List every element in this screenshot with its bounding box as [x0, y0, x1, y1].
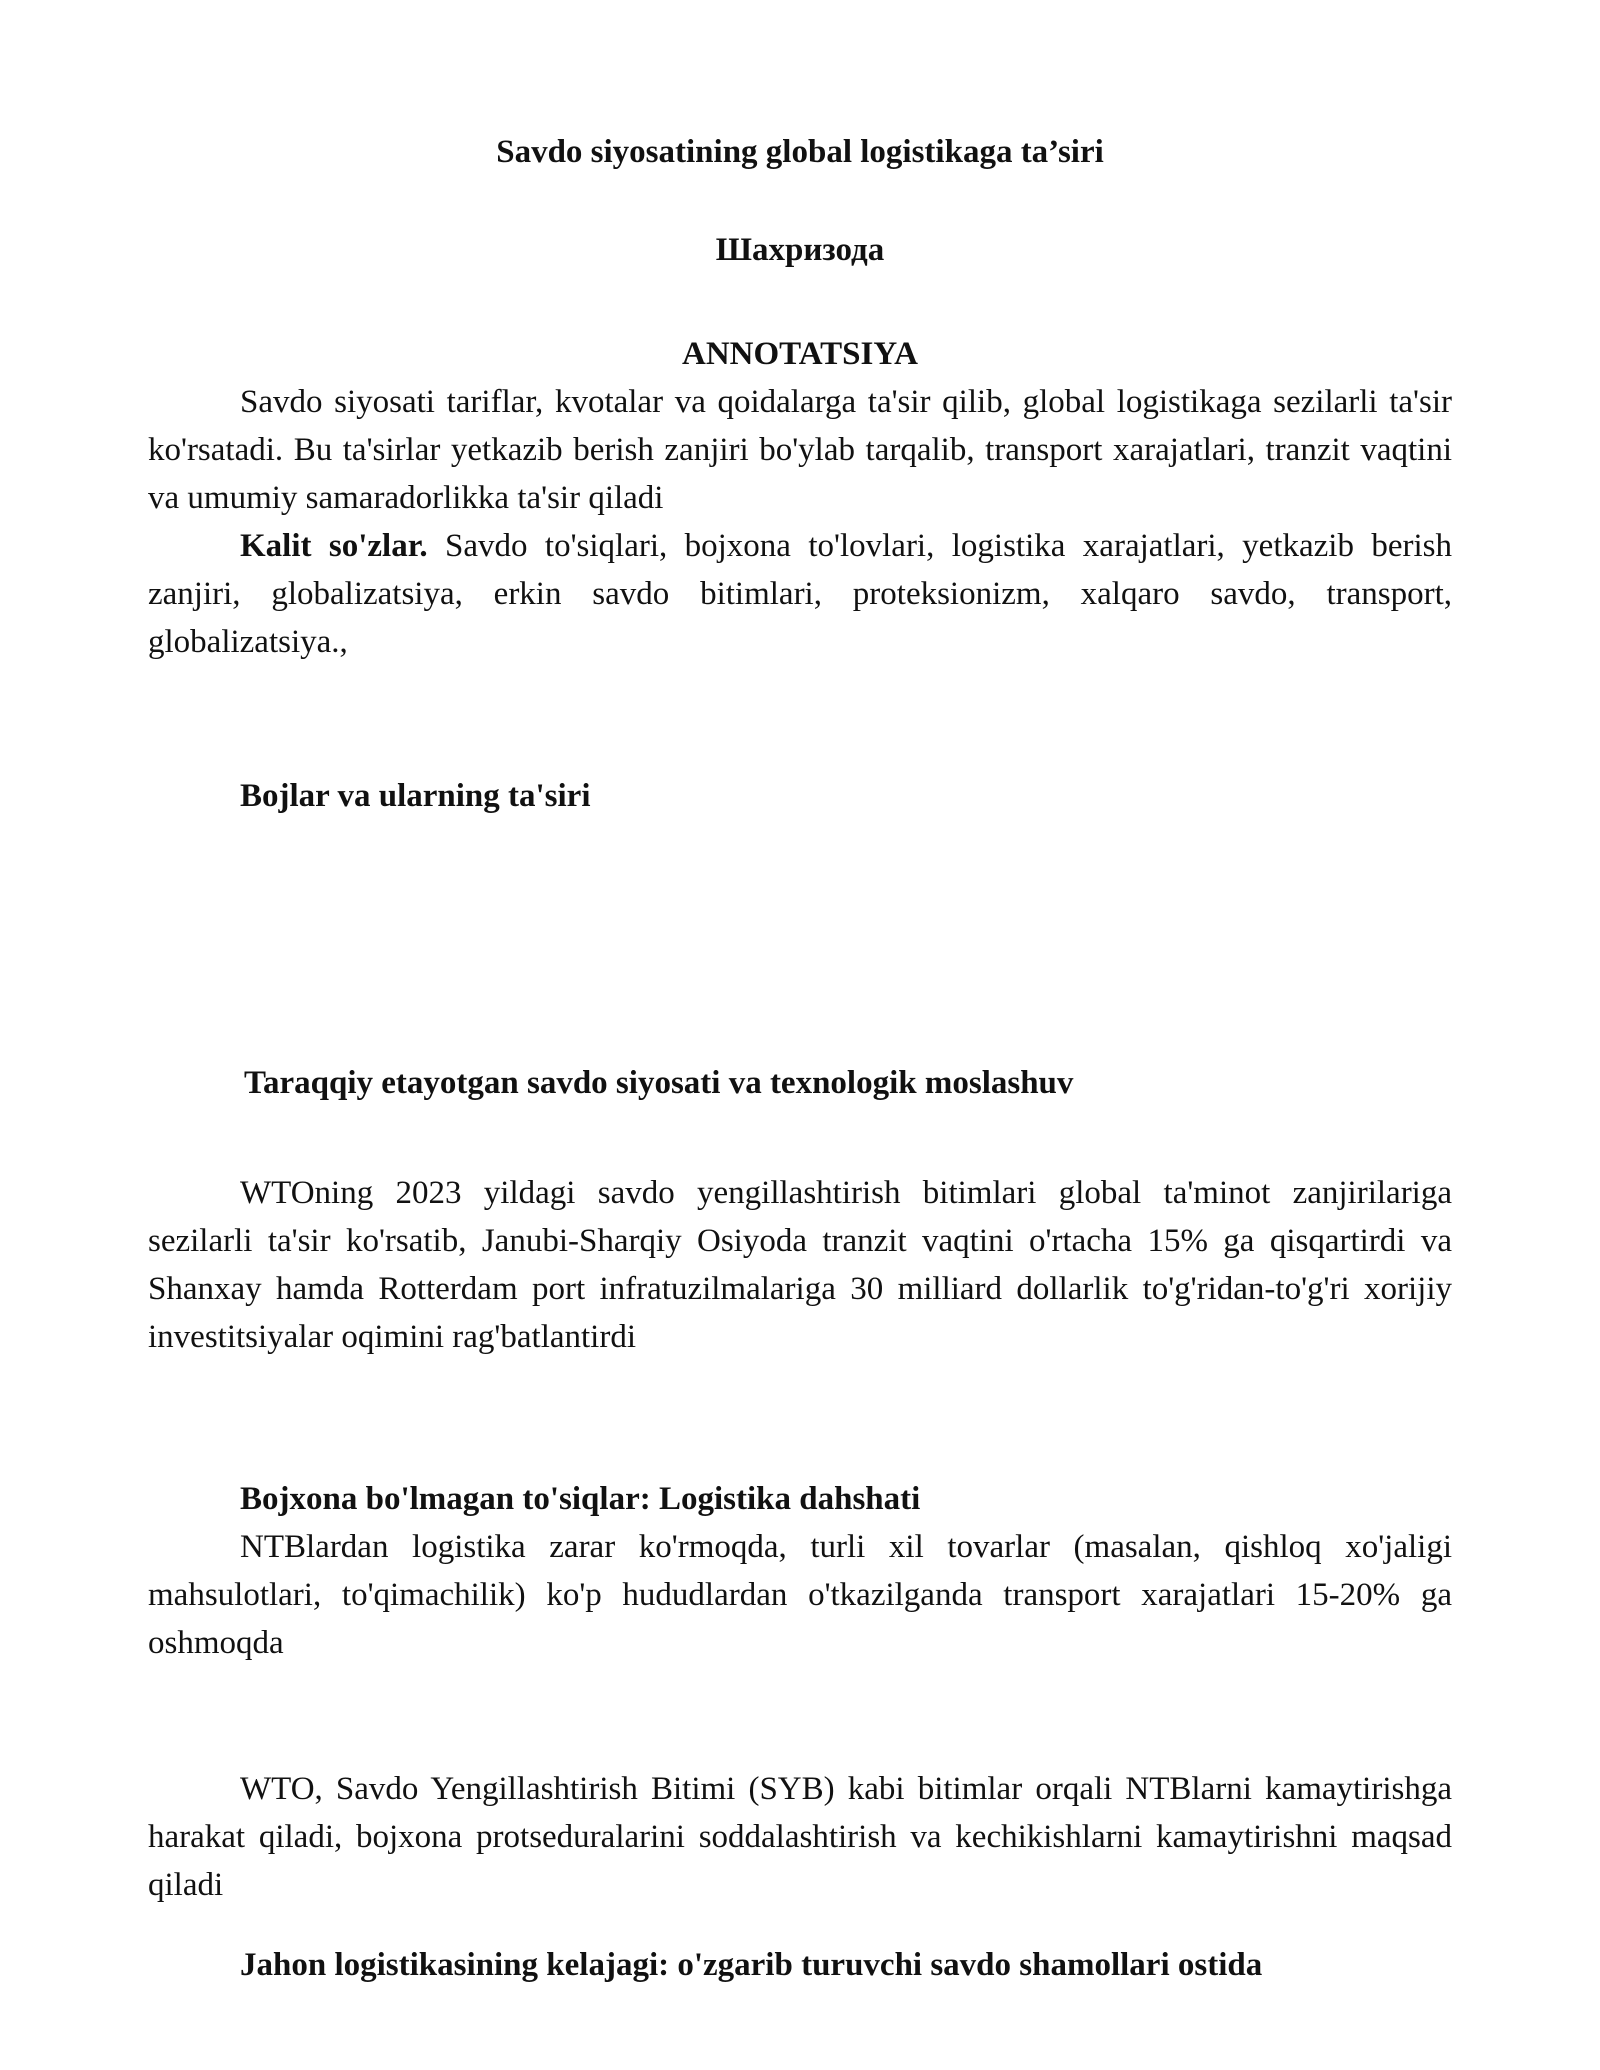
- document-title: Savdo siyosatining global logistikaga ta’siri: [496, 134, 1104, 170]
- keywords-label: Kalit so'zlar.: [240, 528, 428, 564]
- keywords-text: Savdo to'siqlari, bojxona to'lovlari, logistika xarajatlari, yetkazib berish zanjiri, globalizatsiya, erkin savdo bitimlari, proteksionizm, xalqaro savdo, transport, globalizatsiya.,: [148, 528, 1453, 660]
- keywords-paragraph: [148, 522, 1452, 666]
- abstract-paragraph: Savdo siyosati tariflar, kvotalar va qoidalarga ta'sir qilib, global logistikaga sezilarli ta'sir ko'rsatadi. Bu ta'sirlar yetkazib berish zanjiri bo'ylab tarqalib, transport xarajatlari, tranzit vaqtini va umumiy samaradorlikka ta'sir qiladi: [148, 384, 1452, 516]
- section-heading-evolving-policy: Taraqqiy etayotgan savdo siyosati va texnologik moslashuv: [244, 1065, 1074, 1101]
- section-heading-future-logistics: Jahon logistikasining kelajagi: o'zgarib turuvchi savdo shamollari ostida: [240, 1947, 1263, 1983]
- section-heading-tariffs: Bojlar va ularning ta'siri: [240, 778, 591, 814]
- section-paragraph-evolving-policy: WTOning 2023 yildagi savdo yengillashtirish bitimlari global ta'minot zanjirilariga sezilarli ta'sir ko'rsatib, Janubi-Sharqiy Osiyoda tranzit vaqtini o'rtacha 15% ga qisqartirdi va Shanxay hamda Rotterdam port infratuzilmalariga 30 milliard dollarlik to'g'ridan-to'g'ri xorijiy investitsiyalar oqimini rag'batlantirdi: [148, 1175, 1452, 1355]
- author-name: Шахризода: [715, 232, 885, 268]
- section-paragraph-ntb-impact: NTBlardan logistika zarar ko'rmoqda, turli xil tovarlar (masalan, qishloq xo'jaligi mahsulotlari, to'qimachilik) ko'p hududlardan o'tkazilganda transport xarajatlari 15-20% ga oshmoqda: [148, 1529, 1452, 1661]
- abstract-heading: ANNOTATSIYA: [682, 336, 918, 372]
- section-heading-non-tariff-barriers: Bojxona bo'lmagan to'siqlar: Logistika dahshati: [240, 1481, 921, 1517]
- section-paragraph-ntb-wto: WTO, Savdo Yengillashtirish Bitimi (SYB) kabi bitimlar orqali NTBlarni kamaytirishga harakat qiladi, bojxona protseduralarini soddalashtirish va kechikishlarni kamaytirishni maqsad qiladi: [148, 1771, 1452, 1903]
